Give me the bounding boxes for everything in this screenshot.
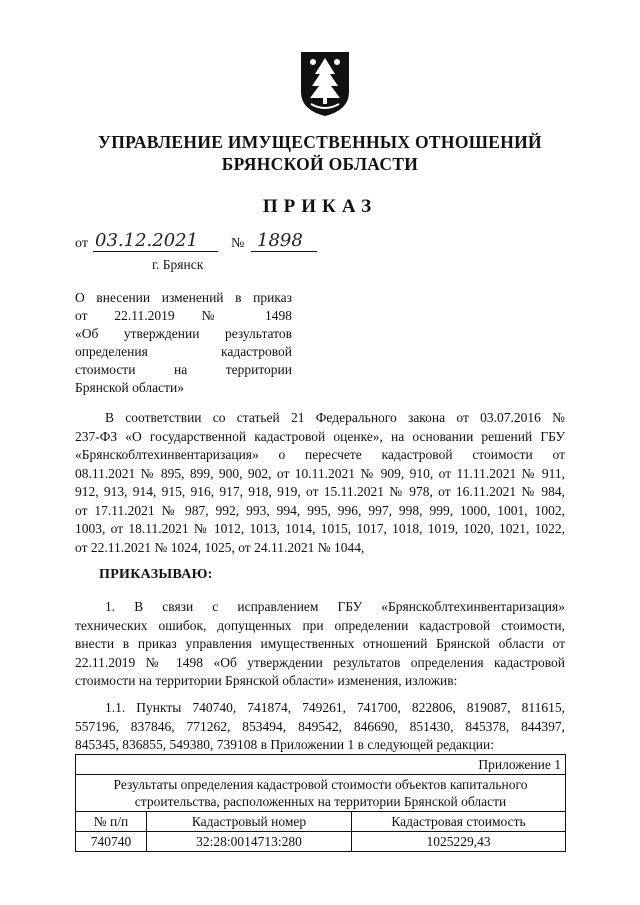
table-title-line: Результаты определения кадастровой стоимости объектов капитального xyxy=(113,777,528,792)
paragraph-line: «Брянскоблтехинвентаризация» о пересчете кадастровой стоимости от xyxy=(75,447,565,462)
date-number-line xyxy=(75,232,375,254)
handwritten-date: 03.12.2021 xyxy=(95,230,199,251)
paragraph-line: В соответствии со статьей 21 Федерального закона от 03.07.2016 № xyxy=(105,410,565,425)
bryansk-coat-of-arms-icon xyxy=(297,48,353,118)
cell-row-number: 740740 xyxy=(76,832,147,852)
city-label: г. Брянск xyxy=(152,257,204,272)
appendix-label: Приложение 1 xyxy=(76,755,566,775)
appendix-table xyxy=(75,754,566,852)
date-underline xyxy=(93,251,218,252)
subject-line: стоимости на территории xyxy=(75,362,292,377)
paragraph-line: 1. В связи с исправлением ГБУ «Брянскоблтехинвентаризация» xyxy=(105,599,565,614)
paragraph-line: от 22.11.2021 № 1024, 1025, от 24.11.2021 № 1044, xyxy=(75,539,365,555)
subject-line: от 22.11.2019 № 1498 xyxy=(75,308,292,323)
paragraph-line: стоимости на территории Брянской области» изменения, изложив: xyxy=(75,673,458,688)
paragraph-line: 845345, 836855, 549380, 739108 в Приложении 1 в следующей редакции: xyxy=(75,737,494,752)
subject-line: «Об утверждении результатов xyxy=(75,326,292,341)
subject-line: определения кадастровой xyxy=(75,344,292,359)
paragraph-line: 1003, от 18.11.2021 № 1012, 1013, 1014, 1015, 1017, 1018, 1019, 1020, 1021, 1022, xyxy=(75,521,565,536)
table-title xyxy=(76,775,566,812)
organization-name-line1: УПРАВЛЕНИЕ ИМУЩЕСТВЕННЫХ ОТНОШЕНИЙ xyxy=(98,132,542,152)
subject-line: Брянской области» xyxy=(75,380,185,395)
clause-1-1-paragraph xyxy=(75,699,565,755)
paragraph-line: 557196, 837846, 771262, 853494, 849542, 846690, 851430, 845378, 844397, xyxy=(75,718,565,734)
table-title-line: строительства, расположенных на территории Брянской области xyxy=(134,794,507,809)
paragraph-line: от 17.11.2021 № 987, 992, 993, 994, 995, 996, 997, 998, 999, 1000, 1001, 1002, xyxy=(75,502,565,518)
column-header-number: № п/п xyxy=(76,812,147,832)
paragraph-line: 237-ФЗ «О государственной кадастровой оценке», на основании решений ГБУ xyxy=(75,428,565,444)
subject-line: О внесении изменений в приказ xyxy=(75,290,292,305)
number-underline xyxy=(251,251,317,252)
number-prefix: № xyxy=(231,236,245,251)
preamble-paragraph xyxy=(75,409,565,557)
paragraph-line: технических ошибок, допущенных при определении кадастровой стоимости, xyxy=(75,617,565,633)
cell-cadastral-value: 1025229,43 xyxy=(352,832,566,852)
order-heading: ПРИКАЗЫВАЮ: xyxy=(99,567,213,582)
clause-1-paragraph xyxy=(75,598,565,691)
paragraph-line: 08.11.2021 № 895, 899, 900, 902, от 10.11.2021 № 909, 910, от 11.11.2021 № 911, xyxy=(75,465,565,481)
table-header-row xyxy=(76,812,566,832)
paragraph-line: 1.1. Пункты 740740, 741874, 749261, 741700, 822806, 819087, 811615, xyxy=(105,700,565,715)
paragraph-line: внести в приказ управления имущественных отношений Брянской области от xyxy=(75,636,565,651)
handwritten-number: 1898 xyxy=(257,230,303,251)
date-prefix: от xyxy=(75,236,88,251)
column-header-cadastral-number: Кадастровый номер xyxy=(147,812,352,832)
organization-name-line2: БРЯНСКОЙ ОБЛАСТИ xyxy=(221,154,419,174)
document-subject xyxy=(75,289,292,397)
paragraph-line: 22.11.2019 № 1498 «Об утверждении результатов определения кадастровой xyxy=(75,654,565,670)
table-row xyxy=(76,832,566,852)
document-type-title: ПРИКАЗ xyxy=(262,196,378,217)
paragraph-line: 912, 913, 914, 915, 916, 917, 918, 919, от 15.11.2021 № 978, от 16.11.2021 № 984, xyxy=(75,484,565,499)
column-header-cadastral-value: Кадастровая стоимость xyxy=(352,812,566,832)
cell-cadastral-number: 32:28:0014713:280 xyxy=(147,832,352,852)
